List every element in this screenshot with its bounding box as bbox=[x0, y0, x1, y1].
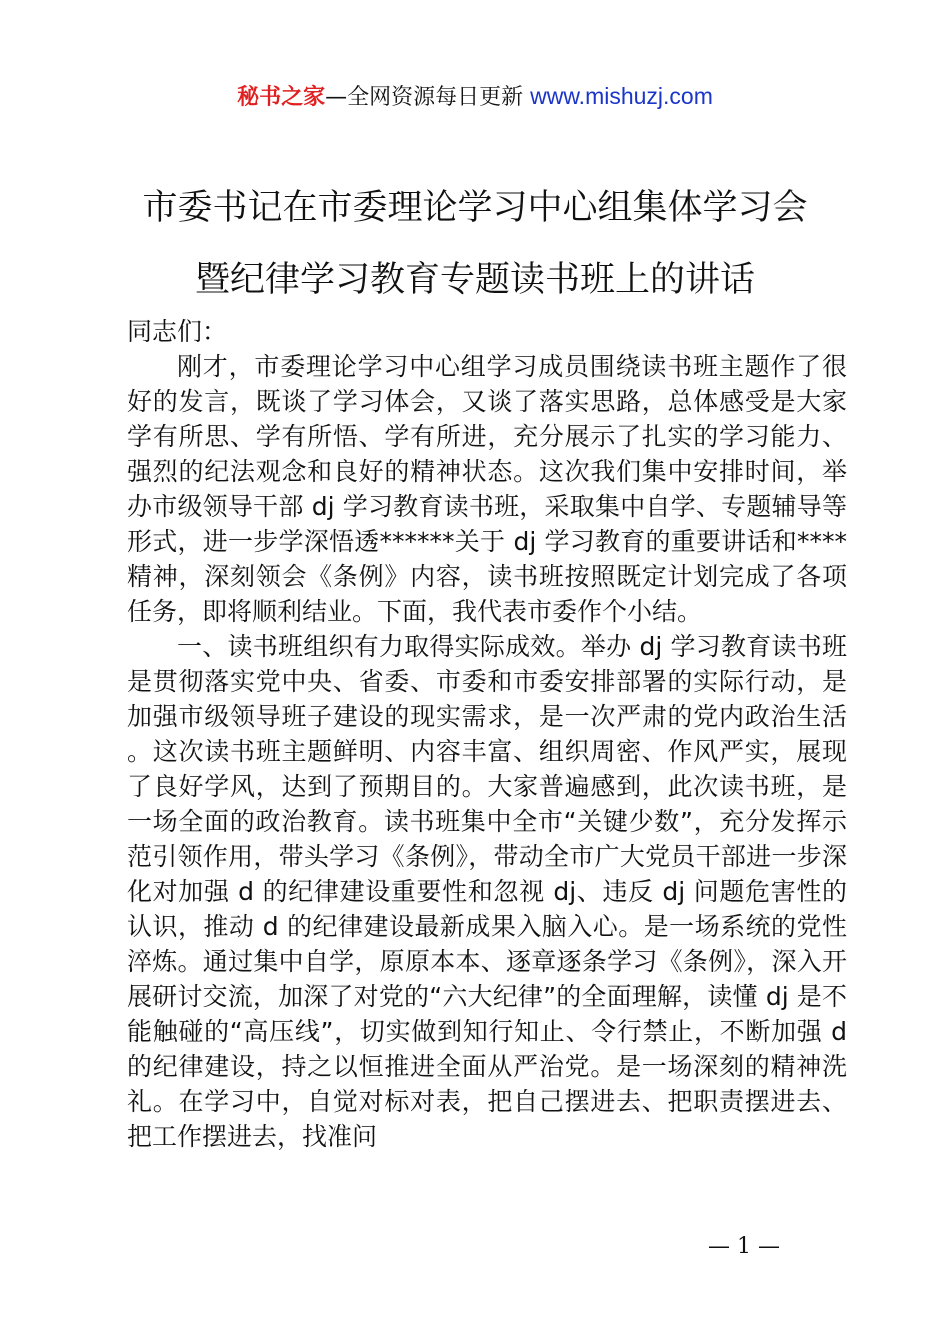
site-header bbox=[0, 78, 950, 116]
salutation: 同志们： bbox=[127, 317, 228, 346]
document-title-line-1: 市委书记在市委理论学习中心组集体学习会 bbox=[142, 188, 808, 228]
site-tagline: —全网资源每日更新 bbox=[325, 85, 524, 110]
site-brand: 秘书之家 bbox=[237, 85, 326, 110]
document-title-line-2: 暨纪律学习教育专题读书班上的讲话 bbox=[194, 260, 755, 300]
page-number: — 1 — bbox=[708, 1234, 780, 1259]
document-body bbox=[127, 314, 847, 1154]
paragraph-intro: 刚才，市委理论学习中心组学习成员围绕读书班主题作了很好的发言，既谈了学习体会，又谈了落实思路，总体感受是大家学有所思、学有所悟、学有所进，充分展示了扎实的学习能力、强烈的纪法观念和良好的精神状态。这次我们集中安排时间，举办市级领导干部 dj 学习教育读书班，采取集中自学、专题辅导等形式，进一步学深悟透******关于 dj 学习教育的重要讲话和****精神，深刻领会《条例》内容，读书班按照既定计划完成了各项任务，即将顺利结业。下面，我代表市委作个小结。 bbox=[127, 352, 847, 626]
paragraph-section-one: 一、读书班组织有力取得实际成效。举办 dj 学习教育读书班是贯彻落实党中央、省委、市委和市委安排部署的实际行动，是加强市级领导班子建设的现实需求，是一次严肃的党内政治生活。这次读书班主题鲜明、内容丰富、组织周密、作风严实，展现了良好学风，达到了预期目的。大家普遍感到，此次读书班，是一场全面的政治教育。读书班集中全市“关键少数”，充分发挥示范引领作用，带头学习《条例》，带动全市广大党员干部进一步深化对加强 d 的纪律建设重要性和忽视 dj、违反 dj 问题危害性的认识，推动 d 的纪律建设最新成果入脑入心。是一场系统的党性淬炼。通过集中自学，原原本本、逐章逐条学习《条例》，深入开展研讨交流，加深了对党的“六大纪律”的全面理解，读懂 dj 是不能触碰的“高压线”，切实做到知行知止、令行禁止，不断加强 d 的纪律建设，持之以恒推进全面从严治党。是一场深刻的精神洗礼。在学习中，自觉对标对表，把自己摆进去、把职责摆进去、把工作摆进去，找准问 bbox=[127, 632, 847, 1151]
site-url: www.mishuzj.com bbox=[530, 83, 713, 109]
